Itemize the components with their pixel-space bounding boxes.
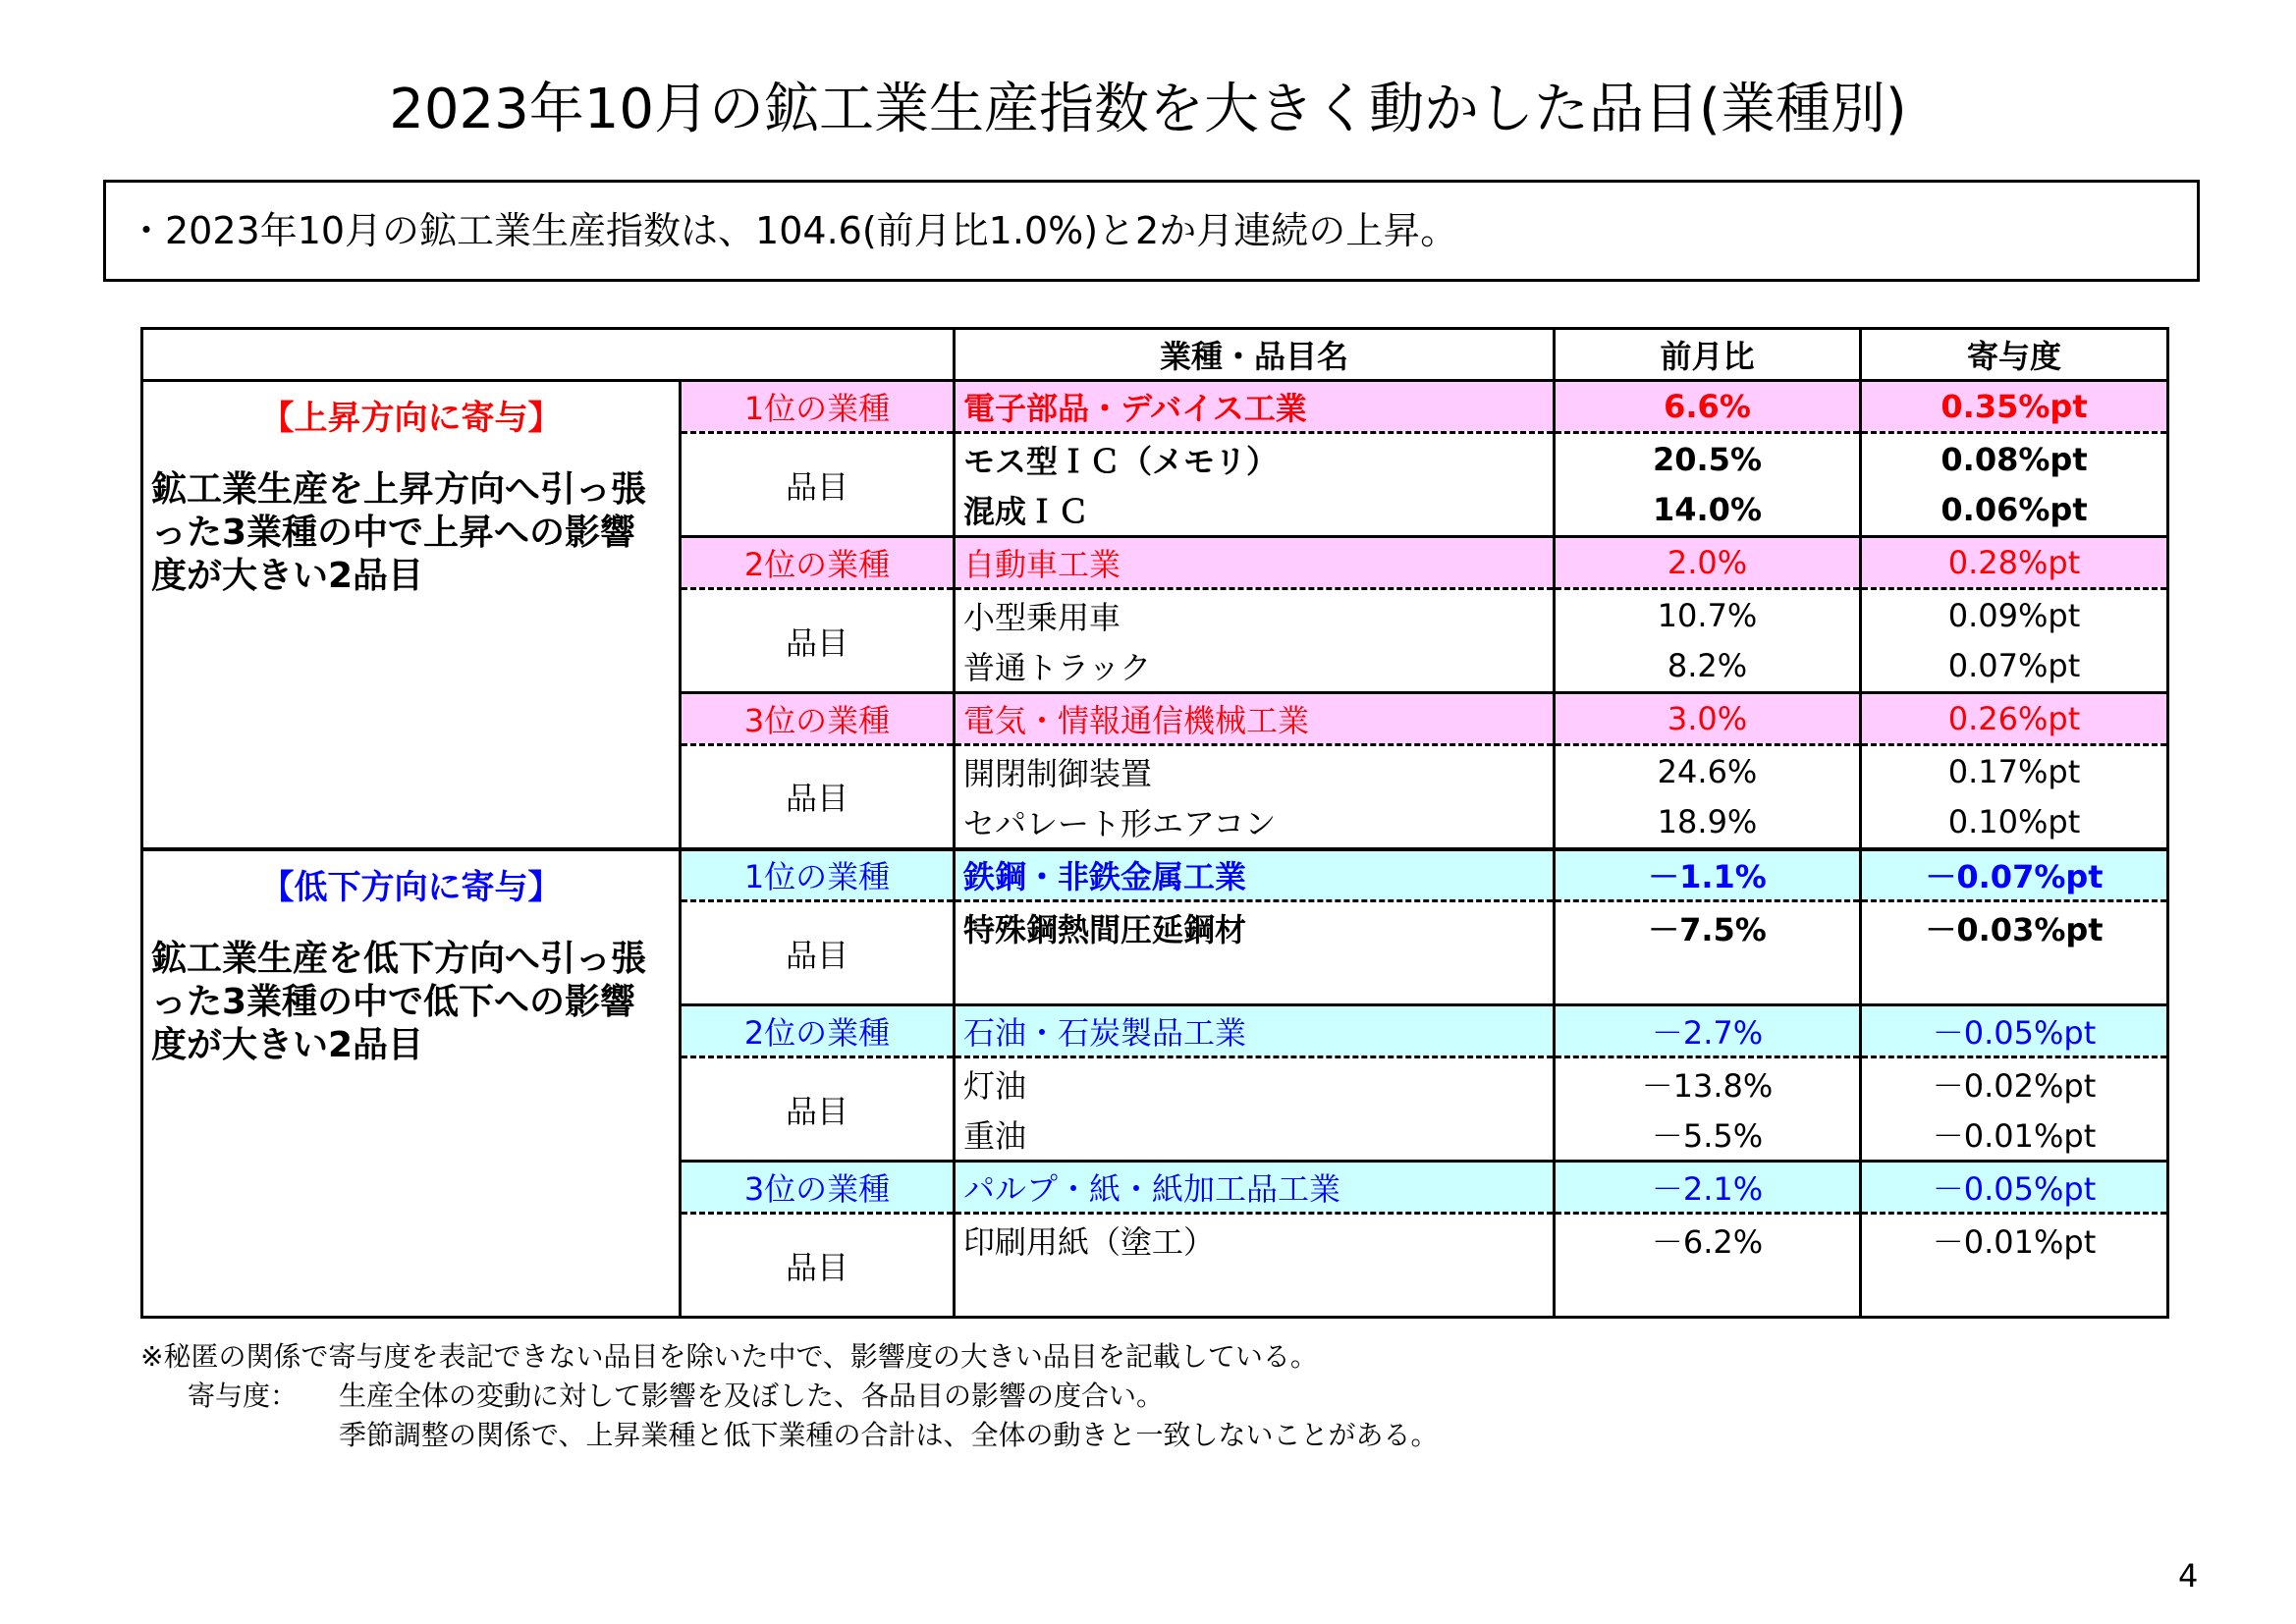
down-side-panel (142, 849, 681, 1318)
contribution-table (140, 327, 2169, 1319)
item-name: モス型ＩＣ（メモリ） (955, 433, 1555, 485)
industry-name: 自動車工業 (955, 537, 1555, 589)
item-name: 印刷用紙（塗工） (955, 1214, 1555, 1266)
item-label: 品目 (681, 1057, 955, 1162)
note-line-1: ※秘匿の関係で寄与度を表記できない品目を除いた中で、影響度の大きい品目を記載している。 (140, 1340, 1318, 1373)
up-heading: 【上昇方向に寄与】 (260, 399, 562, 438)
footnotes (140, 1337, 1438, 1455)
item-contrib: 0.17%pt (1861, 745, 2168, 797)
industry-contrib: －0.07%pt (1861, 849, 2168, 901)
industry-mom: 6.6% (1555, 381, 1861, 433)
summary-box: ・2023年10月の鉱工業生産指数は、104.6(前月比1.0%)と2か月連続の上昇。 (103, 180, 2200, 282)
item-name: 特殊鋼熱間圧延鋼材 (955, 901, 1555, 953)
down-description: 鉱工業生産を低下方向へ引っ張った3業種の中で低下への影響度が大きい2品目 (151, 938, 647, 1065)
industry-name: 石油・石炭製品工業 (955, 1005, 1555, 1057)
item-mom: 24.6% (1555, 745, 1861, 797)
industry-contrib: －0.05%pt (1861, 1005, 2168, 1057)
item-contrib (1861, 1266, 2168, 1318)
industry-rank: 2位の業種 (681, 537, 955, 589)
item-contrib: 0.06%pt (1861, 485, 2168, 537)
item-label: 品目 (681, 901, 955, 1005)
industry-contrib: 0.28%pt (1861, 537, 2168, 589)
down-heading: 【低下方向に寄与】 (260, 867, 562, 907)
item-contrib: 0.08%pt (1861, 433, 2168, 485)
industry-rank: 3位の業種 (681, 693, 955, 745)
item-mom: 8.2% (1555, 641, 1861, 693)
item-name (955, 1266, 1555, 1318)
item-mom: －5.5% (1555, 1110, 1861, 1162)
industry-contrib: 0.26%pt (1861, 693, 2168, 745)
industry-mom: －2.1% (1555, 1162, 1861, 1214)
industry-mom: 3.0% (1555, 693, 1861, 745)
item-name: 普通トラック (955, 641, 1555, 693)
item-name: セパレート形エアコン (955, 797, 1555, 849)
page-number: 4 (2178, 1557, 2199, 1595)
item-name: 小型乗用車 (955, 589, 1555, 641)
item-name: 重油 (955, 1110, 1555, 1162)
item-mom: 20.5% (1555, 433, 1861, 485)
item-contrib: －0.01%pt (1861, 1214, 2168, 1266)
industry-mom: －2.7% (1555, 1005, 1861, 1057)
item-contrib: －0.02%pt (1861, 1057, 2168, 1110)
item-mom (1555, 1266, 1861, 1318)
item-name: 開閉制御装置 (955, 745, 1555, 797)
item-mom: －7.5% (1555, 901, 1861, 953)
item-label: 品目 (681, 433, 955, 537)
item-contrib: 0.07%pt (1861, 641, 2168, 693)
industry-row (142, 381, 2168, 433)
header-mom: 前月比 (1555, 329, 1861, 381)
industry-name: 電気・情報通信機械工業 (955, 693, 1555, 745)
industry-contrib: 0.35%pt (1861, 381, 2168, 433)
industry-rank: 1位の業種 (681, 849, 955, 901)
note-line-2-text: 生産全体の変動に対して影響を及ぼした、各品目の影響の度合い。 (339, 1380, 1165, 1412)
item-label: 品目 (681, 1214, 955, 1318)
up-side-panel (142, 381, 681, 849)
item-contrib: 0.09%pt (1861, 589, 2168, 641)
industry-mom: －1.1% (1555, 849, 1861, 901)
header-row (142, 329, 2168, 381)
item-mom: 10.7% (1555, 589, 1861, 641)
item-name (955, 953, 1555, 1005)
header-contrib: 寄与度 (1861, 329, 2168, 381)
item-label: 品目 (681, 745, 955, 849)
industry-name: 電子部品・デバイス工業 (955, 381, 1555, 433)
industry-name: 鉄鋼・非鉄金属工業 (955, 849, 1555, 901)
item-mom: 14.0% (1555, 485, 1861, 537)
note-label: 寄与度： (188, 1380, 299, 1412)
header-name: 業種・品目名 (955, 329, 1555, 381)
item-mom: －6.2% (1555, 1214, 1861, 1266)
item-contrib: －0.01%pt (1861, 1110, 2168, 1162)
note-line-3: 季節調整の関係で、上昇業種と低下業種の合計は、全体の動きと一致しないことがある。 (339, 1419, 1439, 1451)
item-mom: －13.8% (1555, 1057, 1861, 1110)
industry-mom: 2.0% (1555, 537, 1861, 589)
up-description: 鉱工業生産を上昇方向へ引っ張った3業種の中で上昇への影響度が大きい2品目 (151, 469, 647, 596)
item-name: 混成ＩＣ (955, 485, 1555, 537)
industry-rank: 2位の業種 (681, 1005, 955, 1057)
page-title: 2023年10月の鉱工業生産指数を大きく動かした品目(業種別) (389, 78, 1907, 141)
item-label: 品目 (681, 589, 955, 693)
industry-rank: 1位の業種 (681, 381, 955, 433)
item-mom: 18.9% (1555, 797, 1861, 849)
item-contrib (1861, 953, 2168, 1005)
industry-rank: 3位の業種 (681, 1162, 955, 1214)
industry-contrib: －0.05%pt (1861, 1162, 2168, 1214)
note-line-2 (140, 1377, 1438, 1416)
item-name: 灯油 (955, 1057, 1555, 1110)
item-contrib: 0.10%pt (1861, 797, 2168, 849)
industry-row (142, 849, 2168, 901)
item-mom (1555, 953, 1861, 1005)
industry-name: パルプ・紙・紙加工品工業 (955, 1162, 1555, 1214)
item-contrib: －0.03%pt (1861, 901, 2168, 953)
header-blank (142, 329, 955, 381)
